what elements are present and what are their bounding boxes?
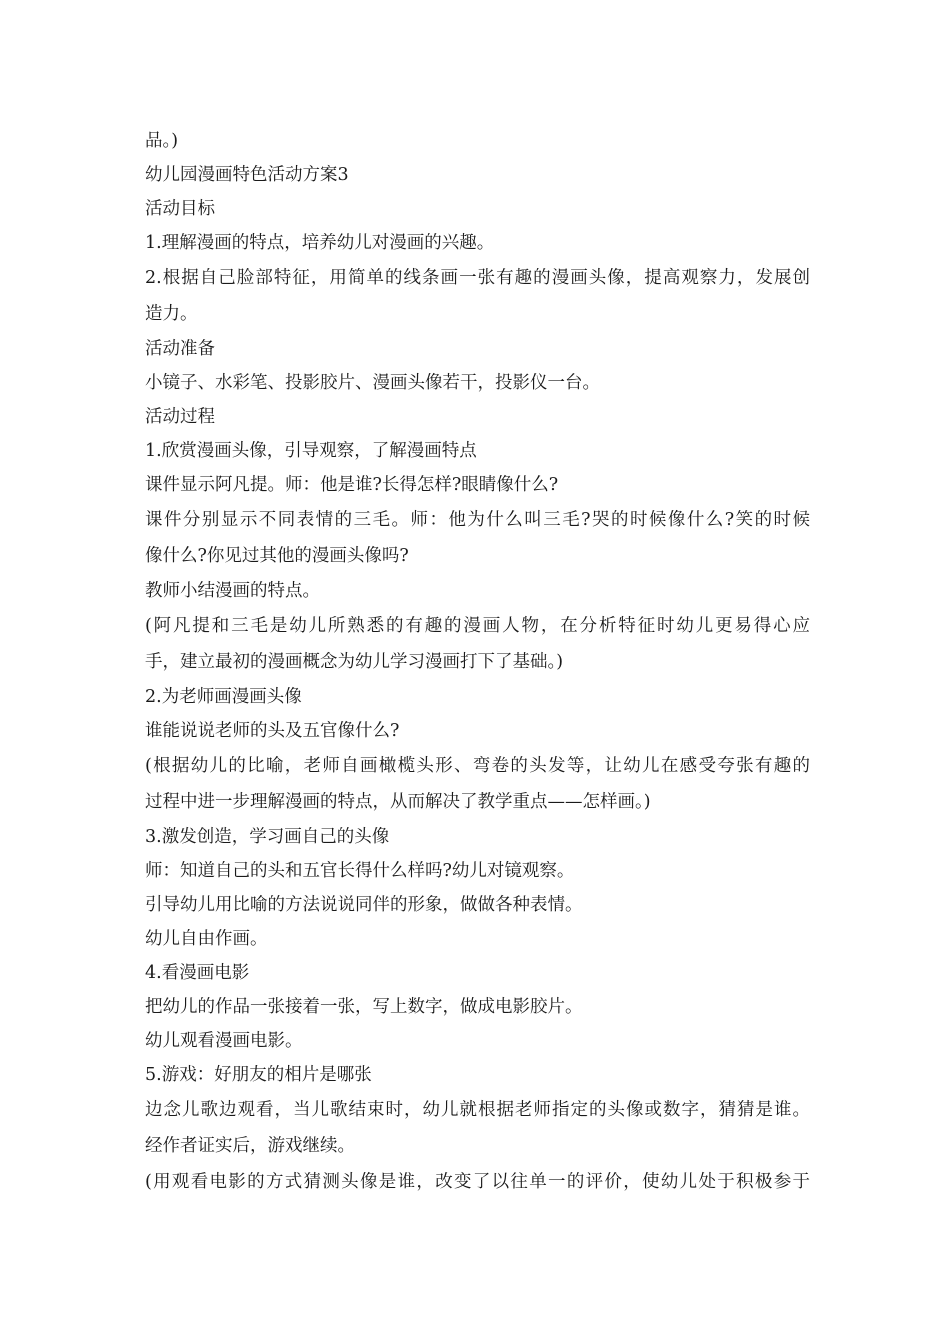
text-line: 手，建立最初的漫画概念为幼儿学习漫画打下了基础。) <box>145 652 564 672</box>
text-line: 课件显示阿凡提。师：他是谁?长得怎样?眼睛像什么? <box>145 475 559 495</box>
text-line: 像什么?你见过其他的漫画头像吗? <box>145 546 409 566</box>
text-line: 边念儿歌边观看，当儿歌结束时，幼儿就根据老师指定的头像或数字，猜猜是谁。 <box>145 1100 810 1120</box>
text-line: 1.理解漫画的特点，培养幼儿对漫画的兴趣。 <box>145 233 495 253</box>
text-line: 课件分别显示不同表情的三毛。师：他为什么叫三毛?哭的时候像什么?笑的时候 <box>145 510 810 530</box>
text-line: 经作者证实后，游戏继续。 <box>145 1136 355 1156</box>
section-heading: 活动准备 <box>145 339 215 359</box>
text-line: 幼儿自由作画。 <box>145 929 268 949</box>
section-heading: 活动过程 <box>145 407 215 427</box>
text-line: 品。) <box>145 131 179 151</box>
section-title: 幼儿园漫画特色活动方案3 <box>145 165 349 185</box>
text-line: (根据幼儿的比喻，老师自画橄榄头形、弯卷的头发等，让幼儿在感受夸张有趣的 <box>145 756 810 776</box>
text-line: 师：知道自己的头和五官长得什么样吗?幼儿对镜观察。 <box>145 861 575 881</box>
section-heading: 活动目标 <box>145 199 215 219</box>
text-line: 引导幼儿用比喻的方法说说同伴的形象，做做各种表情。 <box>145 895 583 915</box>
text-line: 2.根据自己脸部特征，用简单的线条画一张有趣的漫画头像，提高观察力，发展创 <box>145 268 810 288</box>
document-body <box>145 124 810 1200</box>
text-line: 过程中进一步理解漫画的特点，从而解决了教学重点——怎样画。) <box>145 792 651 812</box>
text-line: 小镜子、水彩笔、投影胶片、漫画头像若干，投影仪一台。 <box>145 373 600 393</box>
step-heading: 4.看漫画电影 <box>145 963 250 983</box>
text-line: 教师小结漫画的特点。 <box>145 581 320 601</box>
step-heading: 2.为老师画漫画头像 <box>145 687 302 707</box>
text-line: 把幼儿的作品一张接着一张，写上数字，做成电影胶片。 <box>145 997 583 1017</box>
step-heading: 3.激发创造，学习画自己的头像 <box>145 827 390 847</box>
text-line: (用观看电影的方式猜测头像是谁，改变了以往单一的评价，使幼儿处于积极参于 <box>145 1172 810 1192</box>
text-line: 造力。 <box>145 304 198 324</box>
text-line: 幼儿观看漫画电影。 <box>145 1031 303 1051</box>
text-line: (阿凡提和三毛是幼儿所熟悉的有趣的漫画人物，在分析特征时幼儿更易得心应 <box>145 616 810 636</box>
text-line: 谁能说说老师的头及五官像什么? <box>145 721 400 741</box>
step-heading: 1.欣赏漫画头像，引导观察，了解漫画特点 <box>145 441 477 461</box>
step-heading: 5.游戏：好朋友的相片是哪张 <box>145 1065 372 1085</box>
